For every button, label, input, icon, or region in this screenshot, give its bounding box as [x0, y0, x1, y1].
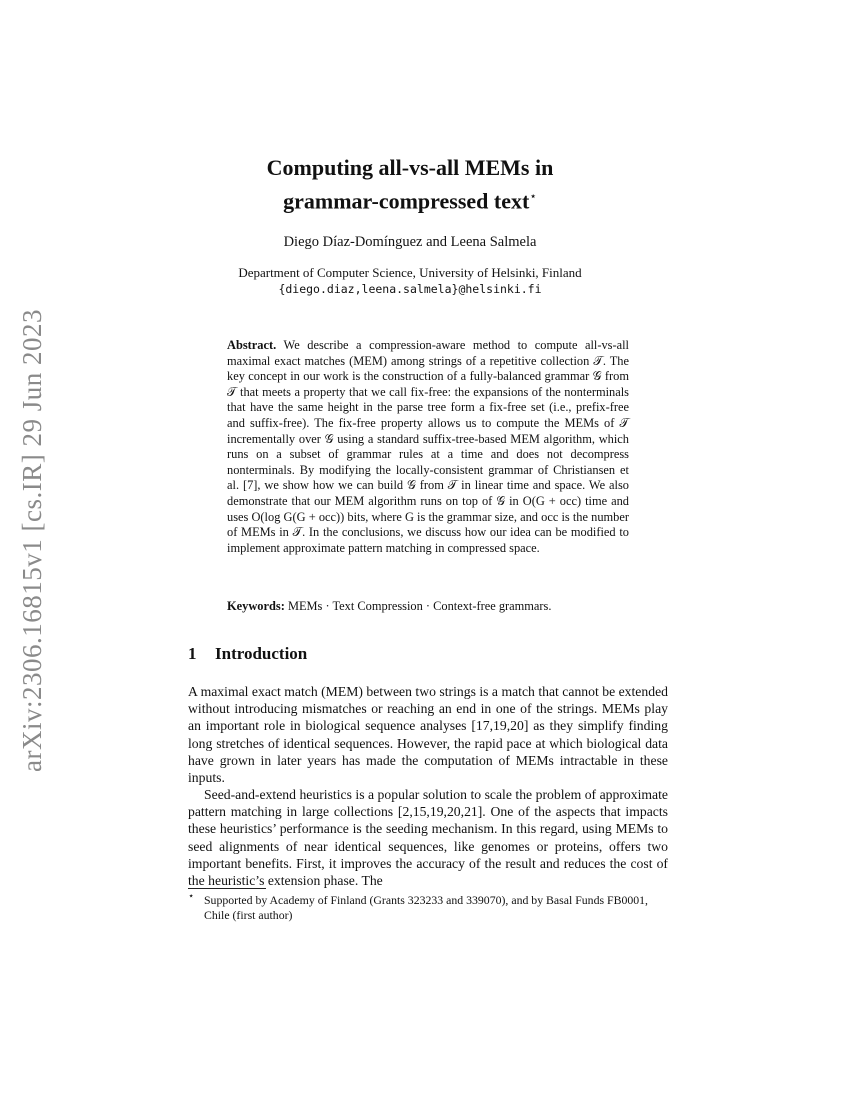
arxiv-identifier-text: arXiv:2306.16815v1 [cs.IR] 29 Jun 2023 [16, 308, 47, 772]
abstract-text: We describe a compression-aware method to compute all-vs-all maximal exact matches (MEM) among strings of a repetitive collection 𝒯. The key concept in our work is the construction of a fully-balanced grammar 𝒢 from 𝒯 that meets a property that we call fix-free: the expansions of the nonterminals that have the same height in the parse tree form a fix-free set (i.e., prefix-free and suffix-free). The fix-free property allows us to compute the MEMs of 𝒯 incrementally over 𝒢 using a standard suffix-tree-based MEM algorithm, which runs on a subset of grammar rules at a time and does not decompress nonterminals. By modifying the locally-consistent grammar of Christiansen et al. [7], we show how we can build 𝒢 from 𝒯 in linear time and space. We also demonstrate that our MEM algorithm runs on top of 𝒢 in O(G + occ) time and uses O(log G(G + occ)) bits, where G is the grammar size, and occ is the number of MEMs in 𝒯. In the conclusions, we discuss how our idea can be modified to implement approximate pattern matching in compressed space. [227, 338, 630, 555]
footnote: ⋆ Supported by Academy of Finland (Grants 323233 and 339070), and by Basal Funds FB0001, Chile (first author) [188, 891, 648, 922]
arxiv-identifier [12, 305, 52, 775]
title-line-1-text: Computing all-vs-all MEMs in [266, 155, 554, 180]
section-title: Introduction [215, 644, 308, 663]
footnote-divider [188, 888, 266, 889]
keywords [227, 598, 629, 614]
keywords-text: MEMs · Text Compression · Context-free grammars. [287, 599, 552, 613]
keywords-label: Keywords: [227, 599, 285, 613]
email-address: {diego.diaz,leena.salmela}@helsinki.fi [278, 282, 542, 296]
paper-title-line-1 [150, 154, 670, 182]
section-number: 1 [188, 644, 197, 663]
footnote-text: Supported by Academy of Finland (Grants 323233 and 339070), and by Basal Funds FB0001, Chile (first author) [204, 893, 648, 922]
paper-title-line-2 [150, 182, 670, 215]
email-line [150, 281, 670, 297]
affiliation: Department of Computer Science, University of Helsinki, Finland [238, 265, 582, 280]
abstract [227, 338, 629, 556]
intro-paragraph-1: A maximal exact match (MEM) between two strings is a match that cannot be extended without introducing mismatches or reaching an end in one of the strings. MEMs play an important role in biological sequence analyses [17,19,20] as they simplify finding long stretches of identical sequences. However, the rapid pace at which biological data have grown in later years has made the computation of MEMs intractable in these inputs. [188, 684, 668, 786]
title-footnote-mark: ⋆ [529, 189, 537, 203]
section-heading-introduction [188, 644, 307, 664]
intro-paragraph-2: Seed-and-extend heuristics is a popular solution to scale the problem of approximate pattern matching in large collections [2,15,19,20,21]. One of the aspects that impacts these heuristics’ performance is the seeding mechanism. In this regard, using MEMs to seed alignments of near identical sequences, like genomes or proteins, offers two important benefits. First, it improves the accuracy of the result and reduces the cost of the heuristic’s extension phase. The [188, 787, 668, 889]
author-list: Diego Díaz-Domínguez and Leena Salmela [283, 234, 537, 250]
abstract-label: Abstract. [227, 338, 277, 352]
title-line-2-text: grammar-compressed text [283, 188, 530, 214]
